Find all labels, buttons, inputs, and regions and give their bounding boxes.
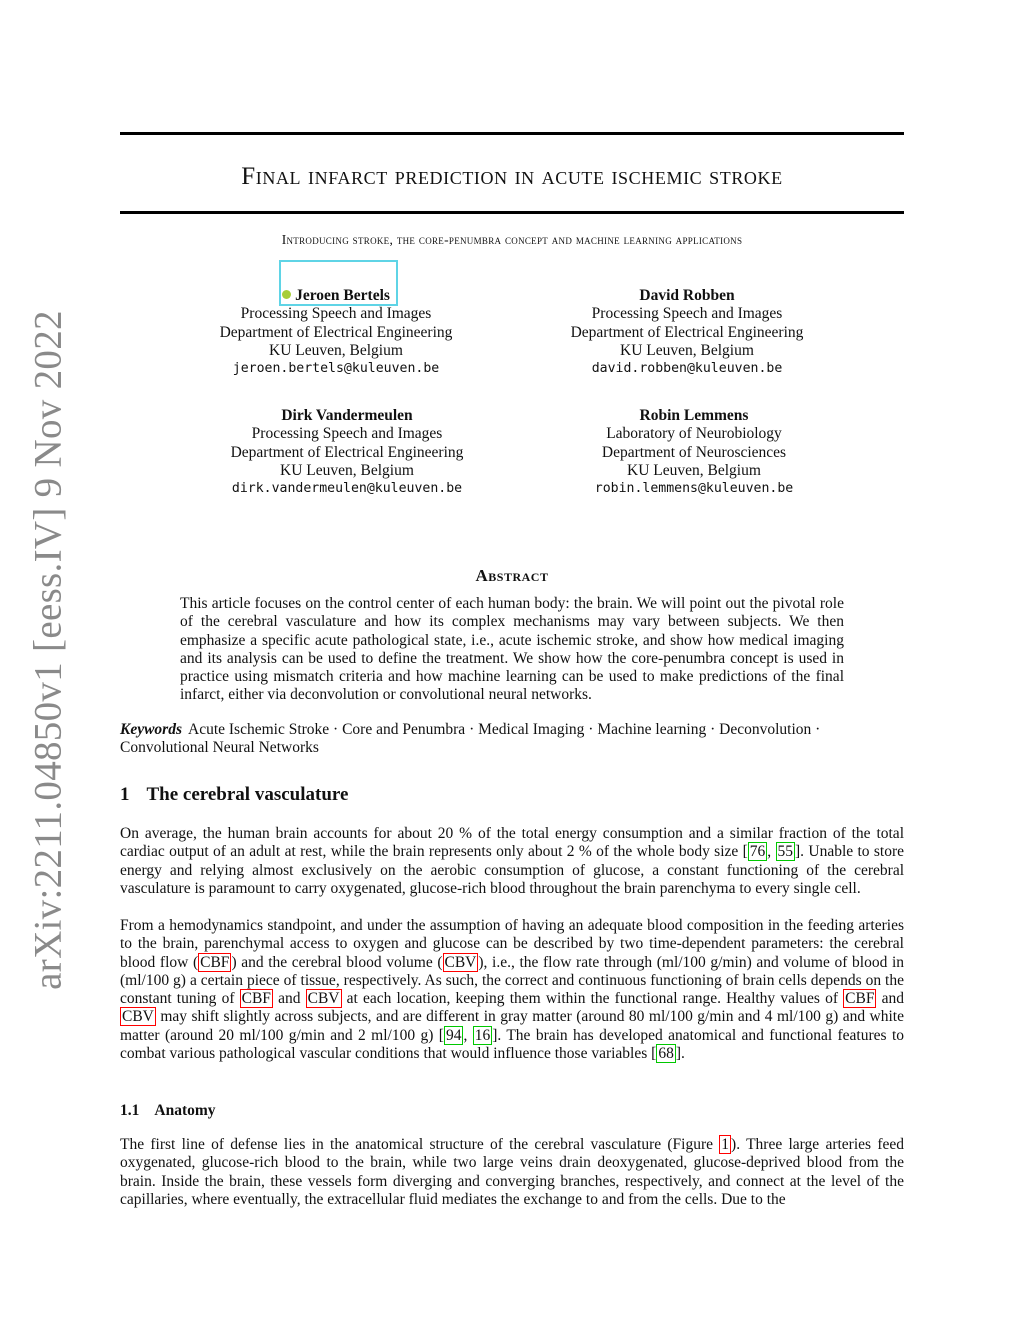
text-run: ]. xyxy=(675,1045,685,1063)
text-run: ) and the cerebral blood volume ( xyxy=(231,953,443,971)
author-email[interactable]: david.robben@kuleuven.be xyxy=(591,361,783,377)
author-department: Department of Neurosciences xyxy=(601,443,787,461)
author-block-1 xyxy=(191,287,481,378)
author-email[interactable]: robin.lemmens@kuleuven.be xyxy=(594,481,794,497)
author-name: Robin Lemmens xyxy=(639,407,749,424)
text-run: From a hemodynamics standpoint, and under the assumption of having an adequate blood composition in the feeding arteries to the brain, parenchymal access to oxygen and glucose can be described by two time-dependent parameters: the cerebral blood flow ( xyxy=(120,917,904,971)
author-location: KU Leuven, Belgium xyxy=(280,461,414,479)
author-name: David Robben xyxy=(639,287,735,304)
author-affiliation: Laboratory of Neurobiology xyxy=(606,425,782,443)
citation-link[interactable]: 68 xyxy=(658,1045,674,1063)
author-email[interactable]: jeroen.bertels@kuleuven.be xyxy=(232,361,440,377)
paragraph xyxy=(120,1136,904,1209)
citation-link[interactable]: 76 xyxy=(749,843,766,861)
subsection-number: 1.1 xyxy=(120,1102,140,1119)
text-run: On average, the human brain accounts for about 20 % of the total energy consumption and a similar fraction of the total cardiac output of an adult at rest, while the brain represents only about 2 % of the whole body size [ xyxy=(120,825,904,861)
text-run: The first line of defense lies in the anatomical structure of the cerebral vasculature (Figure xyxy=(120,1136,720,1153)
author-location: KU Leuven, Belgium xyxy=(627,461,761,479)
author-department: Department of Electrical Engineering xyxy=(230,443,464,461)
section-number: 1 xyxy=(120,784,130,805)
author-affiliation: Processing Speech and Images xyxy=(251,425,443,443)
paper-subtitle: Introducing stroke, the core-penumbra concept and machine learning applications xyxy=(281,232,743,247)
arxiv-identifier: arXiv:2211.04850v1 [eess.IV] 9 Nov 2022 xyxy=(26,310,70,990)
citation-link[interactable]: 16 xyxy=(474,1026,491,1044)
section-heading xyxy=(120,784,348,806)
acronym-link-cbf[interactable]: CBF xyxy=(845,990,875,1008)
text-run: may shift slightly across subjects, and are different in gray matter (around 80 ml/100 g/min and 4 ml/100 g) and white matter (around 20 ml/100 g/min and 2 ml/100 g) [ xyxy=(120,1008,904,1044)
paragraph: On average, the human brain accounts for about 20 % of the total energy consumption and a similar fraction of the total cardiac output of an adult at rest, while the brain represents only about 2 % of the whole body size [ 76 , 55 ]. Unable to store energy and relying almost exclusively on the aerobic consumption of glucose, a constant functioning of the cerebral vasculature is paramount to carry oxygenated, glucose-rich blood throughout the brain parenchyma to every single cell. xyxy=(120,825,904,897)
author-block-2 xyxy=(542,287,832,378)
citation-link[interactable]: 55 xyxy=(777,843,793,861)
author-location: KU Leuven, Belgium xyxy=(269,341,403,359)
subsection-heading xyxy=(120,1102,216,1120)
abstract-text: This article focuses on the control center of each human body: the brain. We will point out the pivotal role of the cerebral vasculature and how its complex mechanisms may vary between subjects. We then emphasize a specific acute pathological state, i.e., acute ischemic stroke, and show how medical imaging and its analysis can be used to define the treatment. We show how the core-penumbra concept is used in practice using mismatch criteria and how machine learning can be used to make predictions of the final infarct, either via deconvolution or convolutional neural networks. xyxy=(180,595,844,704)
acronym-link-cbv[interactable]: CBV xyxy=(122,1008,154,1026)
author-location: KU Leuven, Belgium xyxy=(620,341,754,359)
text-run: ]. Unable to store energy and relying almost exclusively on the aerobic consumption of glucose, a constant functioning of the cerebral vasculature is paramount to carry oxygenated, glucose-rich blood throughout the brain parenchyma to every single cell. xyxy=(120,843,904,897)
author-name-link[interactable]: Jeroen Bertels xyxy=(295,287,390,304)
author-department: Department of Electrical Engineering xyxy=(570,323,804,341)
citation-link[interactable]: 94 xyxy=(445,1026,462,1044)
text-run: ]. The brain has developed anatomical and functional features to combat various pathological vascular conditions that would influence those variables [ xyxy=(120,1026,905,1063)
title-rule-top xyxy=(120,132,904,135)
text-run: at each location, keeping them within the functional range. Healthy values of xyxy=(341,990,844,1008)
orcid-icon[interactable] xyxy=(282,290,291,299)
acronym-link-cbv[interactable]: CBV xyxy=(307,990,340,1008)
author-block-4 xyxy=(549,407,839,498)
author-department: Department of Electrical Engineering xyxy=(219,323,453,341)
author-email[interactable]: dirk.vandermeulen@kuleuven.be xyxy=(231,481,463,497)
text-run: and xyxy=(876,990,904,1008)
paragraph: From a hemodynamics standpoint, and under the assumption of having an adequate blood composition in the feeding arteries to the brain, parenchymal access to oxygen and glucose can be described by two time-dependent parameters: the cerebral blood flow ( CBF ) and the cerebral blood volume ( CBV ), i.e., the flow rate through (ml/100 g/min) and volume of blood in (ml/100 g) a certain piece of tissue, respectively. As such, the correct and continuous functioning of brain cells depends on the constant tuning of CBF and CBV at each location, keeping them within the functional range. Healthy values of CBF and CBV may shift slightly across subjects, and are different in gray matter (around 80 ml/100 g/min and 4 ml/100 g) and white matter (around 20 ml/100 g/min and 2 ml/100 g) [ 94 , 16 ]. The brain has developed anatomical and functional features to combat various pathological vascular conditions that would influence those variables [ 68 ]. xyxy=(120,917,905,1063)
author-affiliation: Processing Speech and Images xyxy=(240,305,432,323)
acronym-link-cbf[interactable]: CBF xyxy=(200,953,230,971)
title-rule-bottom xyxy=(120,211,904,214)
author-name: Dirk Vandermeulen xyxy=(281,407,413,424)
text-run: ). Three large arteries feed oxygenated, glucose-rich blood to the brain, while two large veins drain deoxygenated, glucose-deprived blood from the brain. Inside the brain, these vessels form diverging and converging branches, respectively, and connect at the level of the capillaries, where eventually, the extracellular fluid mediates the exchange to and from the cells. Due to the xyxy=(120,1136,904,1208)
keywords xyxy=(120,721,904,758)
keywords-label: Keywords xyxy=(120,721,182,738)
author-block-3 xyxy=(202,407,492,498)
text-run: and xyxy=(272,990,306,1008)
author-affiliation: Processing Speech and Images xyxy=(591,305,783,323)
acronym-link-cbv[interactable]: CBV xyxy=(444,953,477,971)
subsection-title: Anatomy xyxy=(154,1102,216,1119)
figure-link[interactable]: 1 xyxy=(721,1136,730,1153)
abstract-heading: Abstract xyxy=(475,566,549,585)
acronym-link-cbf[interactable]: CBF xyxy=(241,990,271,1008)
paper-title: Final infarct prediction in acute ischemic stroke xyxy=(241,163,783,190)
section-title: The cerebral vasculature xyxy=(146,784,349,805)
text-run: ), i.e., the flow rate through (ml/100 g/min) and volume of blood in (ml/100 g) a certain piece of tissue, respectively. As such, the correct and continuous functioning of brain cells depends on the constant tuning of xyxy=(120,953,904,1008)
keywords-list: Acute Ischemic Stroke · Core and Penumbra · Medical Imaging · Machine learning · Deconvolution · Convolutional Neural Networks xyxy=(120,721,821,757)
